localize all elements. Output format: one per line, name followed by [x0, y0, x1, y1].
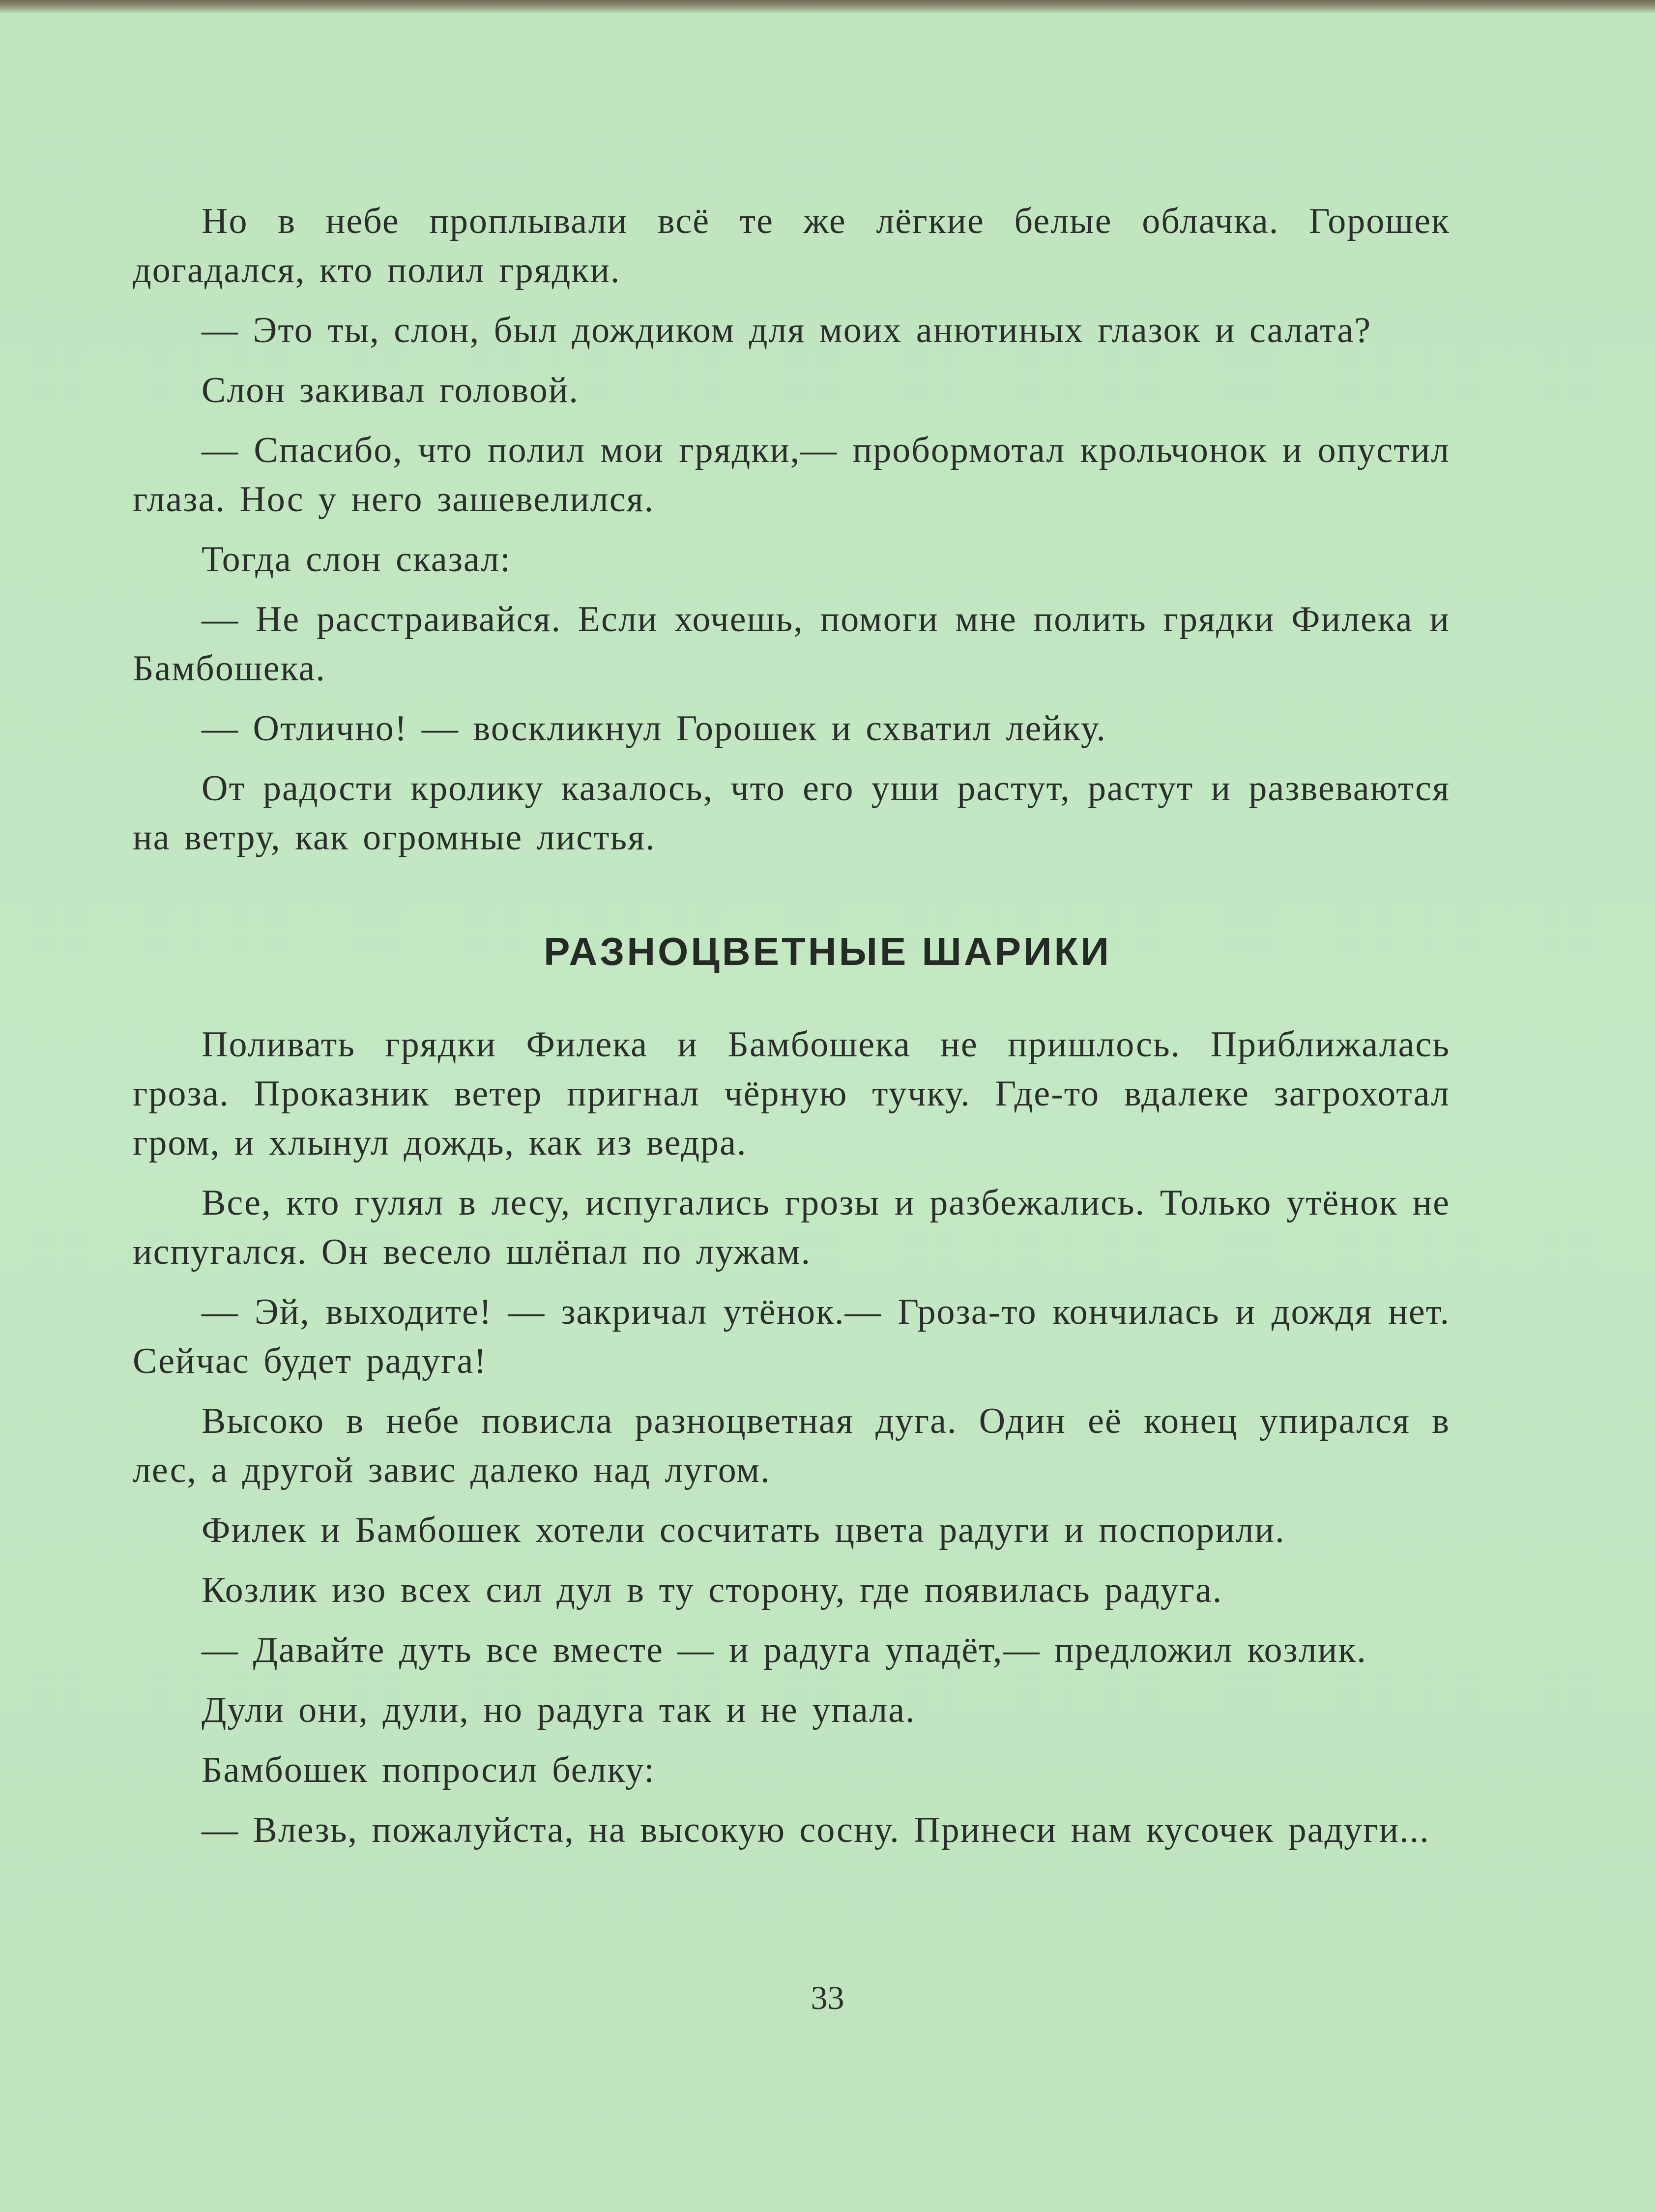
- paragraph: Но в небе проплывали всё те же лёгкие белые облачка. Горошек догадался, кто полил грядки.: [133, 201, 1450, 291]
- page-top-edge: [0, 0, 1655, 13]
- page-number: 33: [811, 1979, 844, 2016]
- paragraph: — Давайте дуть все вместе — и радуга упадёт,— предложил козлик.: [202, 1630, 1367, 1670]
- paragraph: — Эй, выходите! — закричал утёнок.— Гроза-то кончилась и дождя нет. Сейчас будет радуга!: [133, 1292, 1450, 1381]
- paragraph: — Отлично! — воскликнул Горошек и схватил лейку.: [202, 708, 1106, 749]
- story-section-continued: [133, 197, 1450, 873]
- paragraph: Слон закивал головой.: [202, 370, 579, 410]
- paragraph: — Влезь, пожалуйста, на высокую сосну. Принеси нам кусочек радуги...: [202, 1810, 1430, 1850]
- paragraph: — Спасибо, что полил мои грядки,— пробормотал крольчонок и опустил глаза. Нос у него зашевелился.: [133, 430, 1450, 520]
- story-section-new-chapter: [133, 1020, 1450, 1865]
- paragraph: Поливать грядки Филека и Бамбошека не пришлось. Приближалась гроза. Проказник ветер пригнал чёрную тучку. Где-то вдалеке загрохотал гром, и хлынул дождь, как из ведра.: [133, 1024, 1450, 1163]
- paragraph: Дули они, дули, но радуга так и не упала.: [202, 1690, 916, 1730]
- paragraph: Высоко в небе повисла разноцветная дуга. Один её конец упирался в лес, а другой завис далеко над лугом.: [133, 1401, 1450, 1490]
- paragraph: Филек и Бамбошек хотели сосчитать цвета радуги и поспорили.: [202, 1510, 1285, 1550]
- paragraph: Бамбошек попросил белку:: [202, 1750, 655, 1790]
- paragraph: Все, кто гулял в лесу, испугались грозы и разбежались. Только утёнок не испугался. Он весело шлёпал по лужам.: [133, 1183, 1450, 1272]
- paragraph: От радости кролику казалось, что его уши растут, растут и развеваются на ветру, как огромные листья.: [133, 768, 1450, 858]
- paragraph: — Это ты, слон, был дождиком для моих анютиных глазок и салата?: [202, 310, 1372, 350]
- paragraph: Козлик изо всех сил дул в ту сторону, где появилась радуга.: [202, 1570, 1223, 1610]
- paragraph: — Не расстраивайся. Если хочешь, помоги мне полить грядки Филека и Бамбошека.: [133, 599, 1450, 689]
- paragraph: Тогда слон сказал:: [202, 539, 511, 580]
- chapter-title: РАЗНОЦВЕТНЫЕ ШАРИКИ: [544, 930, 1111, 973]
